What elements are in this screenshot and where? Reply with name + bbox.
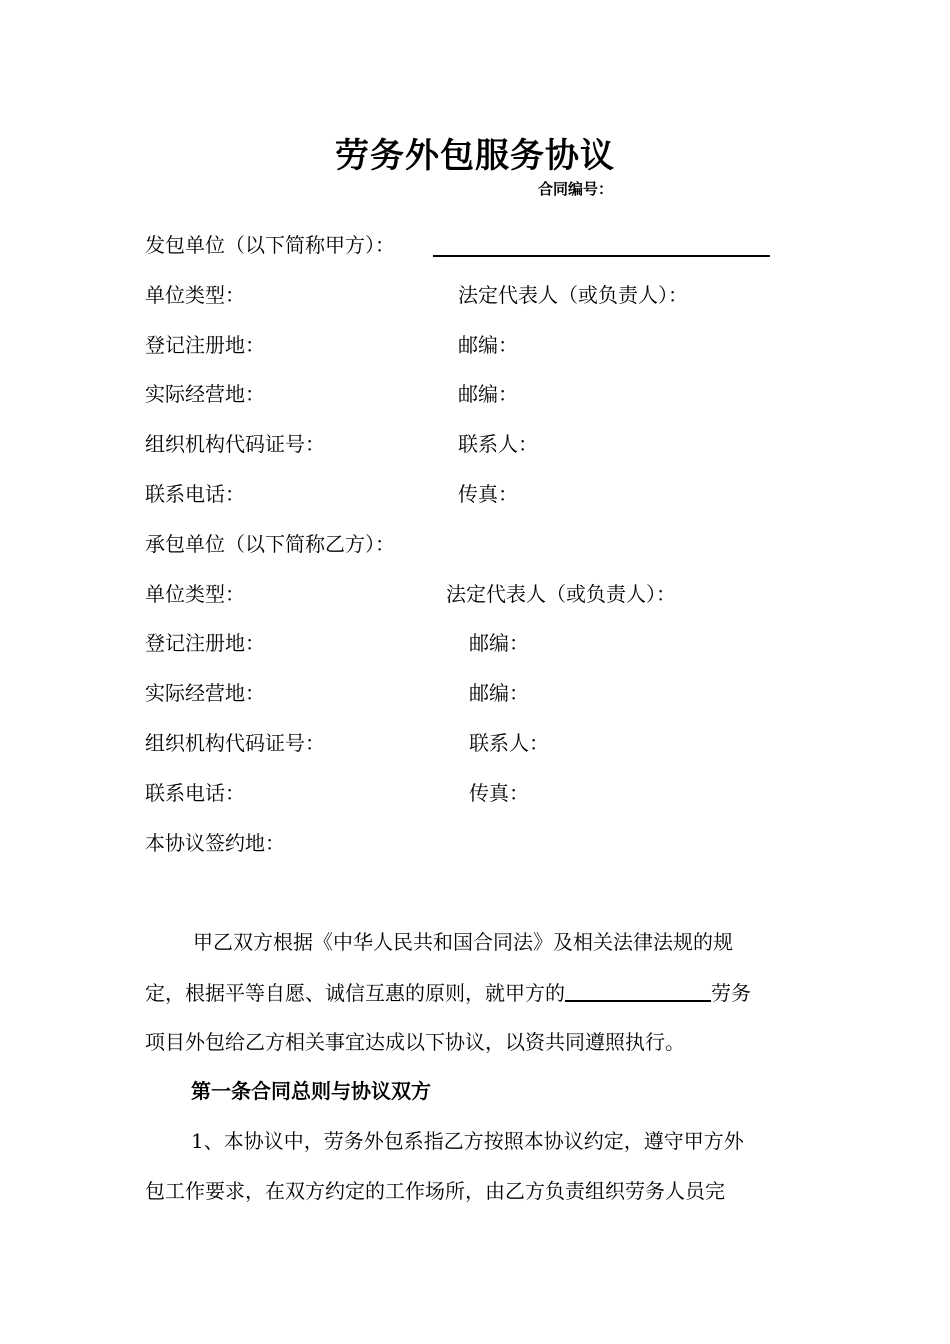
party-b-org-code: 组织机构代码证号： [145,731,325,755]
intro-line-2 [145,980,805,1005]
party-b-legal-rep: 法定代表人（或负责人）： [446,582,676,606]
party-a-reg-address: 登记注册地： [145,333,265,357]
party-a-unit-type: 单位类型： [145,283,245,307]
party-a-heading: 发包单位（以下简称甲方）： [145,233,395,257]
party-b-reg-address: 登记注册地： [145,631,265,655]
document-title: 劳务外包服务协议 [335,136,615,176]
party-b-phone: 联系电话： [145,781,245,805]
party-a-contact: 联系人： [458,432,538,456]
intro-line-2-a: 定，根据平等自愿、诚信互惠的原则，就甲方的 [145,981,565,1005]
party-a-legal-rep: 法定代表人（或负责人）： [458,283,688,307]
party-b-unit-type: 单位类型： [145,582,245,606]
party-b-business-address: 实际经营地： [145,681,265,705]
party-b-contact: 联系人： [469,731,549,755]
party-a-name-blank[interactable] [433,255,770,257]
party-a-org-code: 组织机构代码证号： [145,432,325,456]
party-a-business-address: 实际经营地： [145,382,265,406]
party-b-postcode-2: 邮编： [469,681,529,705]
article-1-heading: 第一条合同总则与协议双方 [191,1079,431,1103]
party-a-postcode-1: 邮编： [458,333,518,357]
contract-number-label: 合同编号： [538,180,614,198]
party-a-phone: 联系电话： [145,482,245,506]
party-a-fax: 传真： [458,482,518,506]
signing-place: 本协议签约地： [145,831,285,855]
party-a-postcode-2: 邮编： [458,382,518,406]
party-b-postcode-1: 邮编： [469,631,529,655]
party-b-fax: 传真： [469,781,529,805]
article-1-line-2: 包工作要求，在双方约定的工作场所，由乙方负责组织劳务人员完 [145,1179,725,1203]
intro-line-1: 甲乙双方根据《中华人民共和国合同法》及相关法律法规的规 [193,930,733,954]
intro-line-2-b: 劳务 [711,981,751,1005]
project-name-blank[interactable] [565,980,711,1002]
party-b-heading: 承包单位（以下简称乙方）： [145,532,395,556]
intro-line-3: 项目外包给乙方相关事宜达成以下协议，以资共同遵照执行。 [145,1030,685,1054]
article-1-line-1: 1、本协议中，劳务外包系指乙方按照本协议约定，遵守甲方外 [191,1129,744,1153]
